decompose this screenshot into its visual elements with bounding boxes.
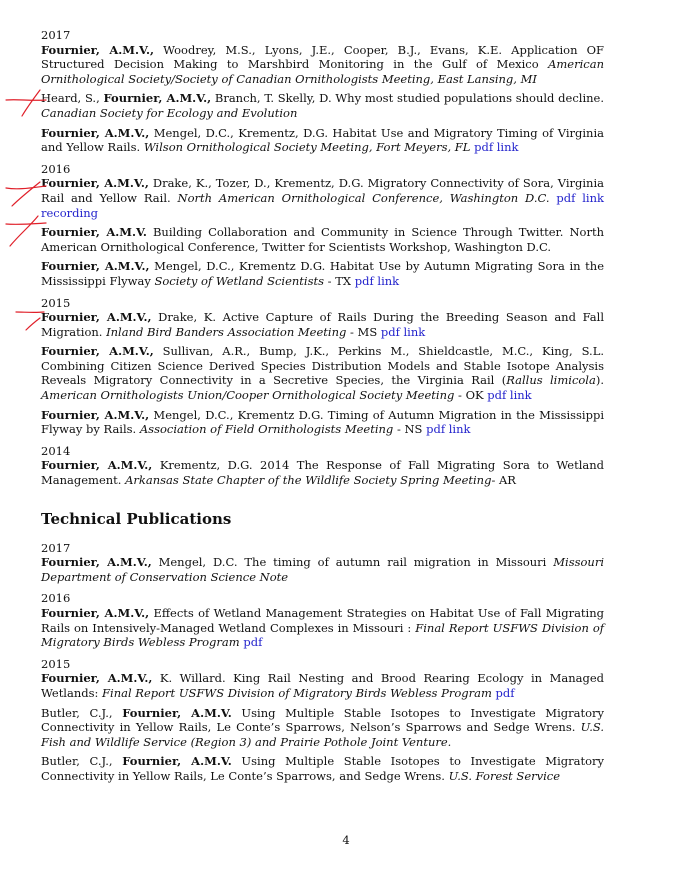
citation-venue: U.S. Forest Service <box>448 768 561 783</box>
citation-text: Mengel, D.C., Krementz D.G. Habitat Use by Autumn Migrating Sora in the Mississippi Flyway <box>41 259 605 288</box>
citation-text: Drake, K. Active Capture of Rails During the Breeding Season and Fall Migration. <box>41 310 605 339</box>
citation-entry <box>41 310 604 339</box>
author-name: Fournier, A.M.V., <box>41 458 153 473</box>
author-name: Fournier, A.M.V., <box>41 176 149 191</box>
year-label: 2016 <box>41 591 71 606</box>
citation-venue: Arkansas State Chapter of the Wildlife Society Spring Meeting <box>125 473 492 488</box>
author-name: Fournier, A.M.V., <box>41 125 150 140</box>
author-name: Fournier, A.M.V., <box>41 606 150 620</box>
citation-venue: North American Ornithological Conference, Washington D.C. <box>177 190 550 205</box>
citation-text: ). <box>595 373 604 388</box>
citation-venue: Final Report USFWS Division of Migratory Birds Webless Program <box>41 620 604 650</box>
pdf-link[interactable]: pdf link <box>354 273 400 288</box>
citation-entry <box>41 176 604 220</box>
citation-text: Mengel, D.C. The timing of autumn rail migration in Missouri <box>151 555 554 570</box>
author-name: Fournier, A.M.V. <box>122 705 232 720</box>
pdf-link[interactable]: pdf link <box>474 140 519 155</box>
citation-venue: American Ornithological Society/Society of Canadian Ornithologists Meeting, East Lansing, MI <box>41 57 604 86</box>
annotation-check-mark <box>6 223 46 224</box>
pdf-link[interactable]: pdf link <box>487 388 532 403</box>
citation-location: - TX <box>324 273 352 288</box>
citation-entry <box>41 555 604 584</box>
citation-venue: Inland Bird Banders Association Meeting <box>106 324 347 339</box>
technical-publications-heading: Technical Publications <box>41 509 232 528</box>
citation-text: Building Collaboration and Community in Science Through Twitter. North American Ornithological Conference, Twitter for Scientists Workshop, Washington D.C. <box>41 225 604 254</box>
citation-text: Krementz, D.G. 2014 The Response of Fall Migrating Sora to Wetland Management. <box>41 458 605 488</box>
citation-text: Woodrey, M.S., Lyons, J.E., Cooper, B.J., Evans, K.E. Application OF Structured Decision Making to Marshbird Monitoring in the Gulf of Mexico <box>41 42 605 72</box>
citation-venue: Rallus limicola <box>506 373 596 388</box>
citation-text: Sullivan, A.R., Bump, J.K., Perkins M., Shieldcastle, M.C., King, S.L. Combining Citizen Science Derived Species Distribution Models and Stable Isotope Analysis Reveals Migratory Connectivity in a Secretive Species, the Virginia Rail ( <box>41 344 604 388</box>
pdf-link[interactable]: pdf link <box>556 190 604 205</box>
annotation-check-mark <box>22 90 40 116</box>
author-name: Fournier, A.M.V., <box>41 344 154 359</box>
coauthors-before: Butler, C.J., <box>41 754 123 769</box>
citation-venue: Society of Wetland Scientists <box>154 273 325 288</box>
annotation-check-mark <box>26 318 40 330</box>
citation-entry <box>41 606 604 650</box>
citation-venue: Wilson Ornithological Society Meeting, Fort Meyers, FL <box>143 140 471 155</box>
year-label: 2015 <box>41 295 71 310</box>
coauthors-before: Butler, C.J., <box>41 705 123 720</box>
author-name: Fournier, A.M.V., <box>41 310 152 325</box>
citation-location: - MS <box>346 324 378 339</box>
citation-location: - OK <box>454 388 484 403</box>
annotation-check-mark <box>12 182 40 206</box>
year-label: 2014 <box>41 443 71 458</box>
citation-venue: Final Report USFWS Division of Migratory Birds Webless Program <box>102 685 492 700</box>
citation-entry <box>41 408 604 437</box>
citation-entry <box>41 259 604 288</box>
citation-text: Effects of Wetland Management Strategies on Habitat Use of Fall Migrating Rails on Intensively-Managed Wetland Complexes in Missouri : <box>41 606 605 635</box>
recording-link[interactable]: recording <box>41 205 98 220</box>
author-name: Fournier, A.M.V., <box>41 259 150 274</box>
citation-entry <box>41 126 604 155</box>
coauthors-before: Heard, S., <box>41 91 104 106</box>
author-name: Fournier, A.M.V., <box>41 555 152 570</box>
author-name: Fournier, A.M.V., <box>41 42 154 57</box>
annotation-check-mark <box>10 216 38 246</box>
citation-venue: Missouri Department of Conservation Science Note <box>41 555 604 584</box>
year-label: 2017 <box>41 540 71 555</box>
pdf-link[interactable]: pdf link <box>426 422 471 437</box>
citation-entry <box>41 671 604 700</box>
citation-entry <box>41 225 604 254</box>
citation-location: - AR <box>491 473 516 488</box>
citation-text: Using Multiple Stable Isotopes to Investigate Migratory Connectivity in Yellow Rails, Le Conte’s Sparrows, Nelson’s Sparrows and Sedge Wrens. <box>41 705 604 735</box>
citation-venue: Canadian Society for Ecology and Evolution <box>41 105 298 120</box>
citation-venue: Association of Field Ornithologists Meeting <box>139 422 394 437</box>
annotation-check-mark <box>6 100 46 101</box>
citation-entry <box>41 458 604 487</box>
conference-presentations-section <box>41 28 604 488</box>
year-label: 2017 <box>41 28 71 42</box>
year-label: 2015 <box>41 656 71 671</box>
author-name: Fournier, A.M.V., <box>41 671 153 686</box>
page-number: 4 <box>342 833 350 847</box>
citation-text: Branch, T. Skelly, D. Why most studied populations should decline. <box>211 91 605 106</box>
author-name: Fournier, A.M.V. <box>122 754 232 769</box>
annotation-check-mark <box>6 186 46 189</box>
page-content <box>41 28 604 784</box>
citation-text: K. Willard. King Rail Nesting and Brood Rearing Ecology in Managed Wetlands: <box>41 671 605 700</box>
author-name: Fournier, A.M.V., <box>41 407 150 422</box>
author-name: Fournier, A.M.V., <box>103 91 212 106</box>
citation-text: Drake, K., Tozer, D., Krementz, D.G. Migratory Connectivity of Sora, Virginia Rail and Yellow Rail. <box>41 176 604 205</box>
citation-venue: U.S. Fish and Wildlife Service (Region 3) and Prairie Pothole Joint Venture. <box>41 720 604 749</box>
pdf-link[interactable]: pdf <box>495 685 515 700</box>
citation-venue: American Ornithologists Union/Cooper Ornithological Society Meeting <box>41 388 455 403</box>
citation-text: Mengel, D.C., Krementz D.G. Timing of Autumn Migration in the Mississippi Flyway by Rails. <box>41 407 605 437</box>
citation-text: Mengel, D.C., Krementz, D.G. Habitat Use and Migratory Timing of Virginia and Yellow Rails. <box>41 125 604 155</box>
citation-entry <box>41 706 604 750</box>
year-label: 2016 <box>41 161 71 176</box>
citation-text: Using Multiple Stable Isotopes to Investigate Migratory Connectivity in Yellow Rails, Le Conte’s Sparrows, and Sedge Wrens. <box>41 754 604 783</box>
citation-entry <box>41 43 604 87</box>
citation-location: - NS <box>393 422 423 437</box>
pdf-link[interactable]: pdf <box>243 635 263 650</box>
citation-entry <box>41 344 604 402</box>
citation-entry <box>41 91 604 120</box>
technical-publications-section <box>41 541 604 784</box>
author-name: Fournier, A.M.V. <box>41 225 147 240</box>
citation-entry <box>41 754 604 783</box>
pdf-link[interactable]: pdf link <box>380 324 426 339</box>
